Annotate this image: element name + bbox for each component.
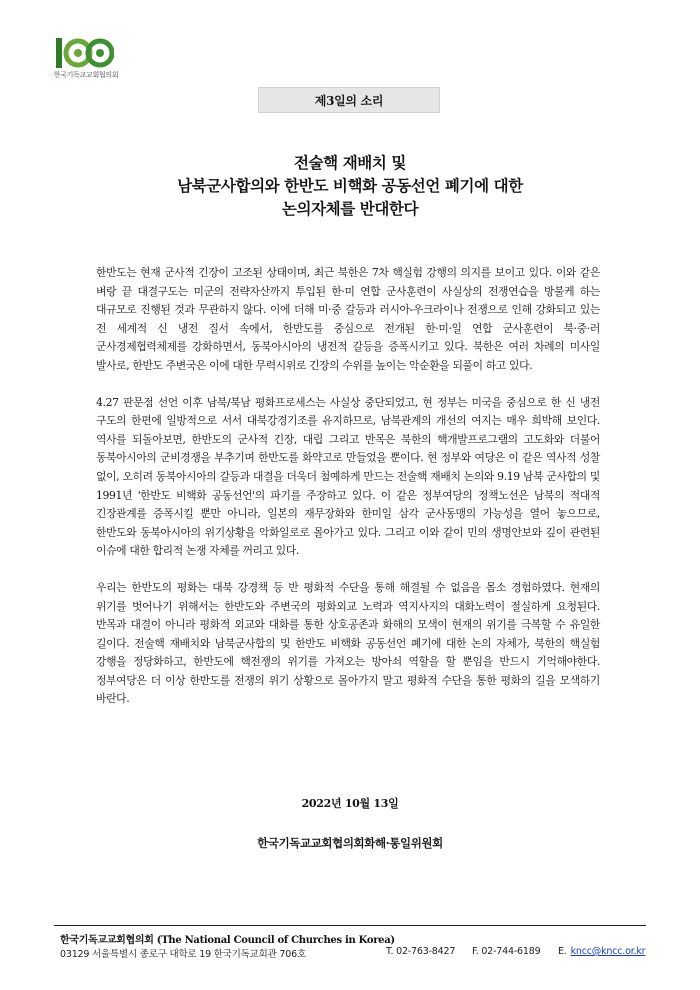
signer-committee: 한국기독교교회협의회화해·통일위원회 [257, 836, 443, 850]
footer-organization: 한국기독교교회협의회 (The National Council of Churches in Korea) [60, 935, 395, 946]
kncc-100-logo-icon [54, 34, 114, 74]
title-line: 남북군사합의와 한반도 비핵화 공동선언 폐기에 대한 [177, 176, 523, 195]
footer-email-label: E. [558, 946, 567, 957]
footer-divider [54, 925, 646, 926]
statement-date: 2022년 10월 13일 [301, 797, 399, 810]
document-title [60, 151, 640, 220]
body-paragraph: 4.27 판문점 선언 이후 남북/북남 평화프로세스는 사실상 중단되었고, 현 정부는 미국을 중심으로 한 신 냉전 구도의 한편에 일방적으로 서서 대북강경기조를 유지하므로, 남북관계의 개선의 여지는 매우 희박해 보인다. 역사를 되돌아보면, 한반도의 군사적 긴장, 대립 그리고 반목은 북한의 핵개발프로그램의 고도화와 더불어 동북아시아의 군비경쟁을 부추기며 한반도를 화약고로 만들었을 뿐이다. 현 정부와 여당은 이 같은 역사적 성찰 없이, 오히려 동북아시아의 갈등과 대결을 더욱더 첨예하게 만드는 전술핵 재배치 논의와 9.19 남북 군사합의 및 1991년 '한반도 비핵화 공동선언'의 파기를 주장하고 있다. 이 같은 정부여당의 정책노선은 남북의 적대적 긴장관계를 증폭시킬 뿐만 아니라, 일본의 재무장화와 한미일 삼각 군사동맹의 가능성을 열어 놓으므로, 한반도와 동북아시아의 위기상황을 악화일로로 몰아가고 있다. 그리고 이와 같이 민의 생명안보와 깊이 관련된 이슈에 대한 합리적 논쟁 자체를 꺼리고 있다. [96, 395, 600, 558]
logo-caption: 한국기독교교회협의회 [53, 71, 119, 79]
section-label: 제3일의 소리 [258, 87, 440, 113]
title-line: 논의자체를 반대한다 [281, 199, 419, 218]
footer-contact [60, 946, 646, 960]
title-line: 전술핵 재배치 및 [293, 153, 406, 172]
statement-body [96, 264, 600, 727]
body-paragraph: 우리는 한반도의 평화는 대북 강경책 등 반 평화적 수단을 통해 해결될 수 없음을 몸소 경험하였다. 현재의 위기를 벗어나기 위해서는 한반도와 주변국의 평화외교 노력과 역지사지의 대화노력이 절실하게 요청된다. 반목과 대결이 아니라 평화적 외교와 대화를 통한 상호공존과 화해의 모색이 현재의 위기를 극복할 수 유일한 길이다. 전술핵 재배치와 남북군사합의 및 한반도 비핵화 공동선언 폐기에 대한 논의 자체가, 북한의 핵실험 강행을 정당화하고, 한반도에 핵전쟁의 위기를 가져오는 방아쇠 역할을 할 뿐임을 반드시 기억해야한다. 정부여당은 더 이상 한반도를 전쟁의 위기 상황으로 몰아가지 말고 평화적 수단을 통한 평화의 길을 모색하기 바란다. [96, 580, 600, 706]
footer-email-link[interactable]: kncc@kncc.or.kr [570, 946, 646, 957]
footer-address: 03129 서울특별시 종로구 대학로 19 한국기독교회관 706호 [60, 949, 306, 960]
footer-fax: F. 02-744-6189 [472, 946, 541, 957]
footer-phone: T. 02-763-8427 [386, 946, 456, 957]
body-paragraph: 한반도는 현재 군사적 긴장이 고조된 상태이며, 최근 북한은 7차 핵실험 강행의 의지를 보이고 있다. 이와 같은 벼랑 끝 대결구도는 미군의 전략자산까지 투입된 한·미 연합 군사훈련이 사실상의 전쟁연습을 방불케 하는 대규모로 진행된 것과 무관하지 않다. 이에 더해 미·중 갈등과 러시아-우크라이나 전쟁으로 인해 강화되고 있는 전 세계적 신 냉전 질서 속에서, 한반도를 중심으로 전개된 한·미·일 연합 군사훈련이 북·중·러 군사경제협력체제를 강화하면서, 동북아시아의 냉전적 갈등을 증폭시키고 있다. 북한은 여러 차례의 미사일 발사로, 한반도 주변국은 이에 대한 무력시위로 긴장의 수위를 높이는 악순환을 되풀이 하고 있다. [96, 266, 600, 372]
